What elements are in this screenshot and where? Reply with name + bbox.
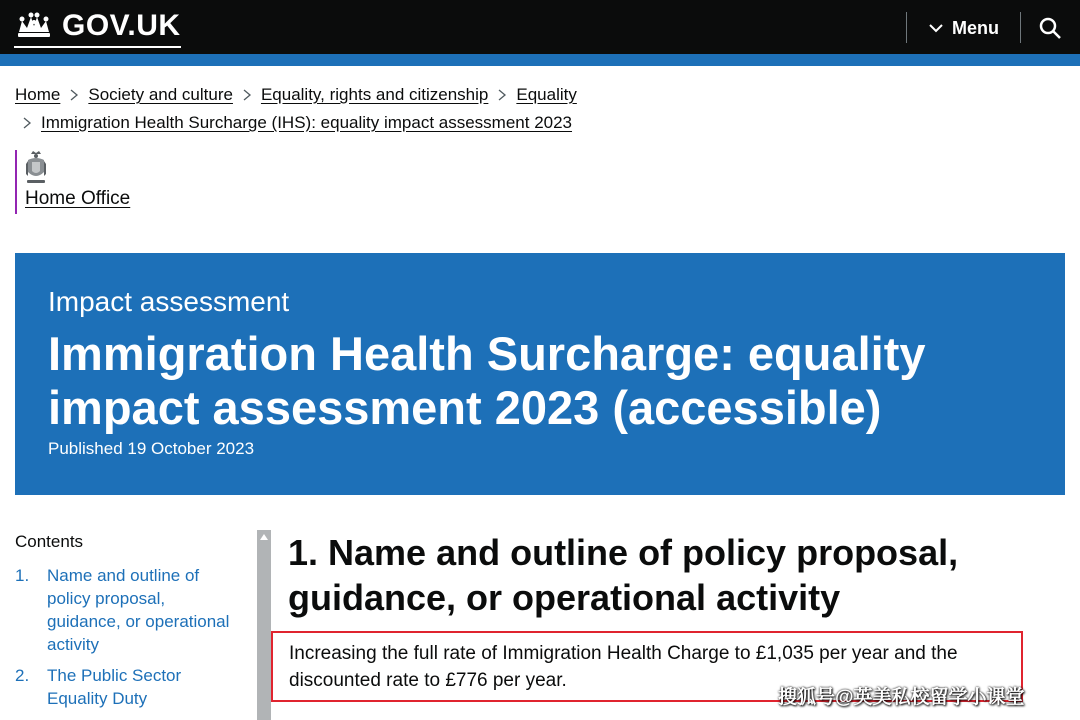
logo-text: GOV.UK [62,9,181,42]
chevron-down-icon [928,23,944,33]
menu-button[interactable] [928,14,999,42]
breadcrumb-ihs-assessment[interactable]: Immigration Health Surcharge (IHS): equality impact assessment 2023 [41,113,573,132]
breadcrumb-equality-rights[interactable]: Equality, rights and citizenship [260,85,489,104]
chevron-right-icon [242,89,252,101]
breadcrumb-equality[interactable]: Equality [516,85,577,104]
contents-nav [15,532,255,718]
chevron-right-icon [22,117,32,129]
search-icon[interactable] [1038,16,1062,40]
header-divider [906,12,907,43]
summary-paragraph: Increasing the full rate of Immigration Health Charge to £1,035 per year and the discounted rate to £776 per year. [289,643,958,691]
contents-heading: Contents [15,532,84,551]
toc-item[interactable] [15,664,255,710]
page-title: Immigration Health Surcharge: equality impact assessment 2023 (accessible) [48,327,926,434]
govuk-header [0,0,1080,54]
section-heading: 1. Name and outline of policy proposal, guidance, or operational activity [288,532,959,618]
organisation-logo [15,150,155,214]
header-divider [1020,12,1021,43]
crown-icon [14,11,54,41]
breadcrumb-society-and-culture[interactable]: Society and culture [88,85,233,104]
toc-item-number: 2. [15,666,30,685]
title-banner [15,253,1065,495]
govuk-logo-link[interactable] [14,8,181,48]
breadcrumb-home[interactable]: Home [15,85,61,104]
toc-item-number: 1. [15,566,30,585]
menu-label: Menu [952,17,999,38]
watermark-text: 搜狐号@英美私校留学小课堂 [778,687,1025,708]
header-blue-bar [0,54,1080,66]
toc-item-link[interactable]: Name and outline of policy proposal, guidance, or operational activity [47,566,230,654]
scroll-up-arrow-icon[interactable] [260,534,268,540]
chevron-right-icon [69,89,79,101]
breadcrumb [15,82,1065,136]
document-type: Impact assessment [48,286,290,317]
organisation-link[interactable]: Home Office [25,188,131,209]
published-date: Published 19 October 2023 [48,439,255,458]
toc-item-link[interactable]: The Public Sector Equality Duty [47,666,182,708]
royal-crest-icon [25,150,47,186]
scrollbar[interactable] [257,530,271,720]
chevron-right-icon [497,89,507,101]
toc-item[interactable] [15,564,255,656]
